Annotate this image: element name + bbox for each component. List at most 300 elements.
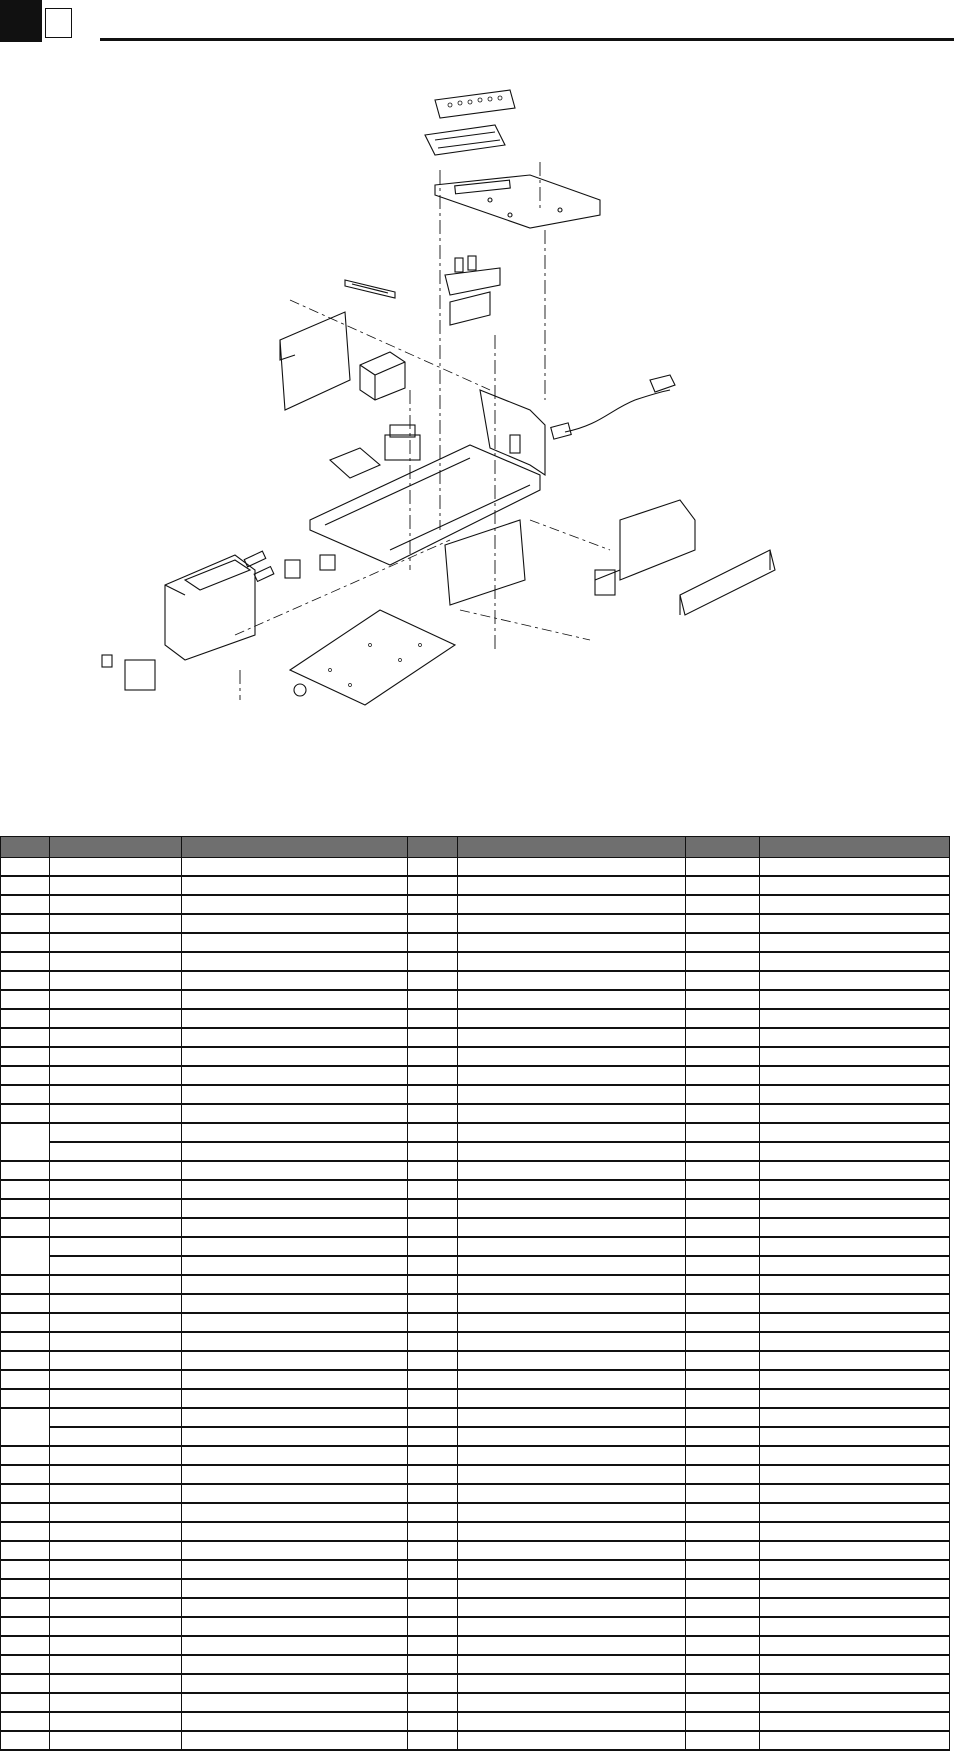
table-cell — [685, 1275, 759, 1294]
table-cell — [181, 1256, 408, 1275]
table-cell — [685, 1579, 759, 1598]
table-cell — [181, 933, 408, 952]
table-cell — [181, 1066, 408, 1085]
table-cell — [181, 1199, 408, 1218]
table-row — [1, 1503, 950, 1522]
table-cell — [760, 1351, 950, 1370]
table-row — [1, 1598, 950, 1617]
table-cell — [49, 876, 181, 895]
table-cell — [408, 1028, 458, 1047]
table-cell — [181, 1465, 408, 1484]
table-row — [1, 1256, 950, 1275]
table-cell — [408, 1123, 458, 1142]
table-cell — [1, 933, 50, 952]
table-cell — [1, 1389, 50, 1408]
table-cell — [685, 1484, 759, 1503]
table-cell — [49, 1484, 181, 1503]
main-chassis — [310, 445, 540, 565]
table-cell — [181, 1598, 408, 1617]
section-tab-box — [45, 8, 72, 38]
table-cell — [408, 1617, 458, 1636]
table-cell — [457, 1541, 685, 1560]
col-header-1 — [1, 837, 50, 858]
table-cell — [49, 1142, 181, 1161]
table-cell — [181, 1332, 408, 1351]
table-cell — [685, 1446, 759, 1465]
table-cell — [1, 1408, 50, 1446]
col-header-2 — [49, 837, 181, 858]
table-cell — [49, 1693, 181, 1712]
table-cell — [408, 1579, 458, 1598]
table-cell — [408, 1712, 458, 1731]
table-cell — [457, 1427, 685, 1446]
table-cell — [457, 1142, 685, 1161]
table-cell — [49, 1218, 181, 1237]
front-box — [165, 555, 255, 660]
table-cell — [457, 1465, 685, 1484]
table-cell — [49, 1712, 181, 1731]
table-cell — [457, 1199, 685, 1218]
table-cell — [760, 1674, 950, 1693]
table-cell — [49, 1446, 181, 1465]
table-cell — [1, 1047, 50, 1066]
table-cell — [408, 1560, 458, 1579]
table-cell — [760, 1180, 950, 1199]
table-cell — [685, 1636, 759, 1655]
pcb-board-left — [280, 312, 350, 410]
table-cell — [181, 1313, 408, 1332]
table-row — [1, 1579, 950, 1598]
table-cell — [685, 971, 759, 990]
table-cell — [457, 895, 685, 914]
table-cell — [685, 1123, 759, 1142]
table-cell — [760, 933, 950, 952]
table-cell — [49, 1427, 181, 1446]
table-row — [1, 1085, 950, 1104]
table-cell — [49, 1332, 181, 1351]
table-cell — [181, 1047, 408, 1066]
table-cell — [457, 1047, 685, 1066]
table-cell — [760, 1617, 950, 1636]
table-cell — [49, 1028, 181, 1047]
table-cell — [457, 1237, 685, 1256]
table-cell — [457, 1313, 685, 1332]
table-cell — [49, 1636, 181, 1655]
table-cell — [49, 1408, 181, 1427]
din-rail — [345, 280, 395, 298]
table-cell — [181, 1009, 408, 1028]
table-cell — [49, 1541, 181, 1560]
table-cell — [685, 1560, 759, 1579]
table-cell — [1, 971, 50, 990]
table-cell — [685, 1028, 759, 1047]
table-cell — [685, 1009, 759, 1028]
col-header-5 — [457, 837, 685, 858]
table-cell — [457, 1332, 685, 1351]
table-cell — [49, 1066, 181, 1085]
table-cell — [1, 876, 50, 895]
table-cell — [408, 1332, 458, 1351]
table-cell — [1, 1028, 50, 1047]
table-cell — [49, 1598, 181, 1617]
table-cell — [457, 1674, 685, 1693]
table-row — [1, 990, 950, 1009]
table-cell — [685, 1161, 759, 1180]
table-cell — [181, 1408, 408, 1427]
table-cell — [181, 1484, 408, 1503]
table-cell — [49, 1503, 181, 1522]
table-cell — [457, 876, 685, 895]
table-cell — [1, 1066, 50, 1085]
table-cell — [457, 1161, 685, 1180]
table-cell — [408, 1104, 458, 1123]
table-row — [1, 1028, 950, 1047]
table-cell — [49, 858, 181, 877]
table-cell — [685, 1370, 759, 1389]
table-cell — [408, 1427, 458, 1446]
table-cell — [685, 1674, 759, 1693]
table-cell — [760, 1731, 950, 1750]
table-cell — [1, 952, 50, 971]
table-cell — [1, 1351, 50, 1370]
table-row — [1, 1332, 950, 1351]
table-cell — [49, 990, 181, 1009]
table-cell — [1, 1104, 50, 1123]
table-cell — [685, 1142, 759, 1161]
col-header-6 — [685, 837, 759, 858]
table-row — [1, 1693, 950, 1712]
table-cell — [408, 1370, 458, 1389]
table-cell — [457, 1484, 685, 1503]
table-cell — [685, 1541, 759, 1560]
table-row — [1, 1275, 950, 1294]
table-row — [1, 1560, 950, 1579]
table-cell — [181, 1617, 408, 1636]
table-cell — [685, 1522, 759, 1541]
table-cell — [408, 990, 458, 1009]
table-row — [1, 895, 950, 914]
table-cell — [408, 1598, 458, 1617]
table-cell — [760, 1237, 950, 1256]
table-cell — [760, 1142, 950, 1161]
table-row — [1, 858, 950, 877]
table-cell — [760, 1446, 950, 1465]
table-cell — [181, 1161, 408, 1180]
table-cell — [49, 895, 181, 914]
table-cell — [49, 1275, 181, 1294]
table-cell — [181, 1674, 408, 1693]
table-cell — [760, 1085, 950, 1104]
table-cell — [685, 1351, 759, 1370]
table-row — [1, 1484, 950, 1503]
table-cell — [685, 876, 759, 895]
table-cell — [181, 1503, 408, 1522]
table-cell — [685, 1465, 759, 1484]
table-cell — [408, 1351, 458, 1370]
table-row — [1, 1161, 950, 1180]
table-cell — [181, 1370, 408, 1389]
table-cell — [685, 1199, 759, 1218]
table-cell — [408, 1693, 458, 1712]
table-cell — [408, 1180, 458, 1199]
table-cell — [457, 952, 685, 971]
section-tab-dark — [0, 0, 42, 42]
table-cell — [760, 1408, 950, 1427]
table-cell — [760, 1123, 950, 1142]
table-cell — [181, 1389, 408, 1408]
table-cell — [760, 1275, 950, 1294]
table-cell — [457, 1256, 685, 1275]
table-cell — [181, 1636, 408, 1655]
table-cell — [1, 1294, 50, 1313]
table-cell — [760, 1598, 950, 1617]
table-cell — [1, 895, 50, 914]
table-cell — [685, 1256, 759, 1275]
top-mounting-plate — [435, 175, 600, 228]
parts-table-header — [1, 837, 950, 858]
table-cell — [457, 1028, 685, 1047]
table-cell — [49, 1009, 181, 1028]
table-cell — [685, 990, 759, 1009]
table-cell — [49, 1161, 181, 1180]
table-cell — [760, 1541, 950, 1560]
table-cell — [1, 1237, 50, 1275]
table-cell — [49, 1465, 181, 1484]
table-cell — [760, 1427, 950, 1446]
table-cell — [457, 1598, 685, 1617]
side-cover — [595, 500, 695, 595]
table-cell — [49, 971, 181, 990]
table-row — [1, 1674, 950, 1693]
table-cell — [408, 1047, 458, 1066]
table-row — [1, 1389, 950, 1408]
table-cell — [685, 914, 759, 933]
table-cell — [181, 1712, 408, 1731]
small-fuse — [102, 655, 112, 667]
table-row — [1, 1104, 950, 1123]
table-cell — [1, 1123, 50, 1161]
table-cell — [408, 1275, 458, 1294]
table-cell — [457, 933, 685, 952]
table-cell — [760, 876, 950, 895]
table-cell — [760, 1655, 950, 1674]
table-cell — [457, 1503, 685, 1522]
table-cell — [760, 1199, 950, 1218]
table-cell — [408, 876, 458, 895]
table-cell — [181, 1104, 408, 1123]
table-cell — [457, 914, 685, 933]
table-row — [1, 933, 950, 952]
table-row — [1, 1313, 950, 1332]
table-cell — [49, 1199, 181, 1218]
base-plate — [290, 610, 455, 705]
table-row — [1, 1199, 950, 1218]
table-cell — [49, 1674, 181, 1693]
table-cell — [181, 1731, 408, 1750]
table-cell — [760, 1047, 950, 1066]
table-cell — [1, 1161, 50, 1180]
table-cell — [760, 1256, 950, 1275]
table-cell — [760, 1161, 950, 1180]
table-cell — [760, 1066, 950, 1085]
table-cell — [685, 1180, 759, 1199]
label-plate — [125, 660, 155, 690]
table-cell — [1, 1579, 50, 1598]
table-cell — [49, 1294, 181, 1313]
table-cell — [760, 1579, 950, 1598]
table-cell — [181, 1351, 408, 1370]
table-cell — [1, 1712, 50, 1731]
table-cell — [760, 1522, 950, 1541]
table-row — [1, 1218, 950, 1237]
table-cell — [760, 971, 950, 990]
table-row — [1, 971, 950, 990]
table-row — [1, 1522, 950, 1541]
table-cell — [457, 1408, 685, 1427]
table-cell — [408, 1142, 458, 1161]
table-row — [1, 952, 950, 971]
table-cell — [457, 971, 685, 990]
table-cell — [685, 1503, 759, 1522]
table-cell — [408, 1294, 458, 1313]
table-cell — [685, 1731, 759, 1750]
table-cell — [49, 1237, 181, 1256]
table-cell — [457, 1218, 685, 1237]
table-cell — [760, 1313, 950, 1332]
table-cell — [1, 1617, 50, 1636]
table-row — [1, 1142, 950, 1161]
table-cell — [685, 1104, 759, 1123]
table-row — [1, 1636, 950, 1655]
power-cord — [551, 375, 675, 439]
table-cell — [1, 1180, 50, 1199]
table-cell — [408, 1484, 458, 1503]
table-cell — [181, 1446, 408, 1465]
table-cell — [49, 1370, 181, 1389]
table-cell — [49, 1351, 181, 1370]
table-cell — [457, 1446, 685, 1465]
bottom-tray — [680, 550, 775, 615]
table-cell — [1, 1560, 50, 1579]
table-cell — [408, 895, 458, 914]
table-cell — [49, 1047, 181, 1066]
table-row — [1, 1351, 950, 1370]
table-cell — [49, 933, 181, 952]
table-row — [1, 1731, 950, 1750]
table-cell — [181, 895, 408, 914]
table-cell — [181, 1180, 408, 1199]
table-cell — [760, 990, 950, 1009]
table-cell — [457, 1522, 685, 1541]
relay-bracket — [445, 256, 500, 325]
table-cell — [1, 1370, 50, 1389]
table-cell — [49, 1655, 181, 1674]
table-cell — [1, 1199, 50, 1218]
table-row — [1, 1066, 950, 1085]
table-cell — [457, 1294, 685, 1313]
table-cell — [408, 952, 458, 971]
table-cell — [760, 1294, 950, 1313]
table-cell — [1, 1503, 50, 1522]
table-cell — [760, 1389, 950, 1408]
table-cell — [408, 1218, 458, 1237]
table-cell — [408, 971, 458, 990]
table-cell — [1, 990, 50, 1009]
table-cell — [760, 1636, 950, 1655]
table-cell — [49, 952, 181, 971]
table-cell — [760, 1693, 950, 1712]
table-cell — [457, 1636, 685, 1655]
table-cell — [181, 914, 408, 933]
table-cell — [685, 1693, 759, 1712]
table-cell — [457, 1712, 685, 1731]
table-cell — [685, 858, 759, 877]
table-cell — [1, 858, 50, 877]
table-cell — [408, 1522, 458, 1541]
table-cell — [49, 1180, 181, 1199]
table-cell — [1, 1332, 50, 1351]
table-cell — [181, 1294, 408, 1313]
table-cell — [685, 1085, 759, 1104]
table-cell — [457, 1180, 685, 1199]
table-row — [1, 876, 950, 895]
table-cell — [457, 1275, 685, 1294]
table-cell — [457, 1389, 685, 1408]
table-cell — [1, 1313, 50, 1332]
table-row — [1, 1446, 950, 1465]
table-cell — [685, 1712, 759, 1731]
table-cell — [181, 1142, 408, 1161]
small-pcb — [330, 448, 380, 478]
parts-table — [0, 836, 950, 1751]
table-cell — [457, 1351, 685, 1370]
table-cell — [49, 914, 181, 933]
table-cell — [49, 1579, 181, 1598]
table-cell — [408, 1066, 458, 1085]
table-row — [1, 1123, 950, 1142]
table-cell — [49, 1104, 181, 1123]
parts-table-body — [1, 858, 950, 1751]
table-cell — [457, 1579, 685, 1598]
table-cell — [685, 1047, 759, 1066]
table-cell — [1, 1674, 50, 1693]
table-cell — [1, 914, 50, 933]
table-cell — [760, 1712, 950, 1731]
table-cell — [685, 1066, 759, 1085]
table-cell — [408, 1085, 458, 1104]
table-cell — [181, 858, 408, 877]
col-header-4 — [408, 837, 458, 858]
table-cell — [1, 1693, 50, 1712]
table-row — [1, 1465, 950, 1484]
table-row — [1, 1294, 950, 1313]
table-cell — [408, 1674, 458, 1693]
table-cell — [1, 1275, 50, 1294]
table-cell — [408, 1503, 458, 1522]
table-row — [1, 1427, 950, 1446]
table-cell — [685, 1427, 759, 1446]
table-cell — [408, 858, 458, 877]
power-module — [360, 352, 405, 400]
table-cell — [408, 1731, 458, 1750]
table-cell — [685, 1655, 759, 1674]
pcb-board-right — [445, 520, 525, 605]
top-connector-strip — [435, 90, 515, 118]
table-row — [1, 1617, 950, 1636]
table-cell — [1, 1484, 50, 1503]
table-cell — [181, 971, 408, 990]
table-cell — [760, 1465, 950, 1484]
